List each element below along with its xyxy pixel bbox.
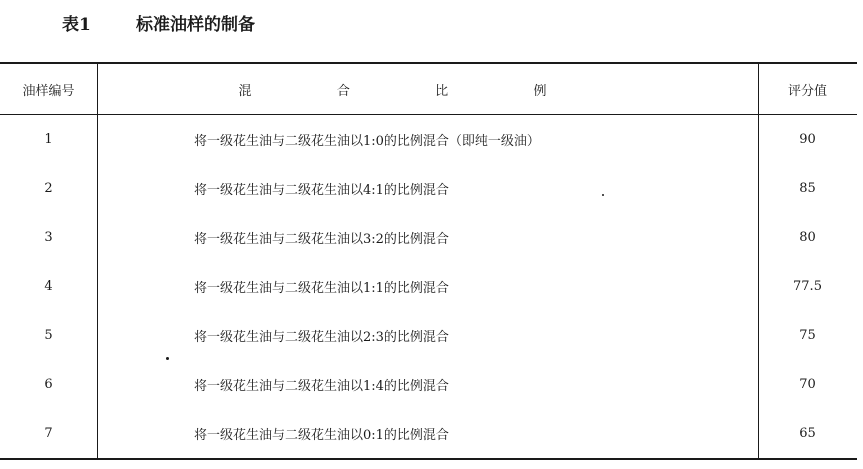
table-title: 标准油样的制备 [136,14,255,35]
header-score: 评分值 [787,83,827,99]
cell-sample-no: 6 [44,377,53,392]
cell-sample-no: 1 [44,132,53,147]
column-divider [97,64,98,458]
table-header-row [0,64,857,115]
table-row [0,409,857,458]
column-divider [758,64,759,458]
cell-score: 85 [799,181,816,196]
cell-score: 75 [799,328,816,343]
cell-sample-no: 2 [44,181,53,196]
oil-sample-table [0,62,857,460]
table-row [0,360,857,409]
header-mix-char: 合 [336,83,350,99]
cell-mix-ratio: 将一级花生油与二级花生油以1:4的比例混合 [194,379,449,394]
cell-mix-ratio: 将一级花生油与二级花生油以2:3的比例混合 [194,330,449,345]
cell-sample-no: 4 [44,279,53,294]
table-row [0,164,857,213]
header-mix-char: 例 [533,83,547,99]
header-mix-char: 比 [435,83,449,99]
cell-sample-no: 3 [44,230,53,245]
table-caption [62,8,255,36]
cell-mix-ratio: 将一级花生油与二级花生油以1:1的比例混合 [194,281,449,296]
table-row [0,311,857,360]
cell-score: 65 [799,426,816,441]
print-speck [166,357,169,360]
table-row [0,115,857,164]
table-row [0,213,857,262]
cell-score: 77.5 [793,279,822,294]
header-sample-no: 油样编号 [22,83,75,99]
cell-score: 70 [799,377,816,392]
header-mix-ratio [97,64,758,115]
table-row [0,262,857,311]
cell-mix-ratio: 将一级花生油与二级花生油以4:1的比例混合 [194,183,449,198]
cell-score: 80 [799,230,816,245]
cell-mix-ratio: 将一级花生油与二级花生油以3:2的比例混合 [194,232,449,247]
cell-mix-ratio: 将一级花生油与二级花生油以0:1的比例混合 [194,428,449,443]
cell-score: 90 [799,132,816,147]
table-number: 表1 [62,14,91,35]
cell-mix-ratio: 将一级花生油与二级花生油以1:0的比例混合（即纯一级油） [194,134,540,149]
header-mix-char: 混 [238,83,252,99]
print-speck [602,194,604,196]
cell-sample-no: 7 [44,426,53,441]
cell-sample-no: 5 [44,328,53,343]
